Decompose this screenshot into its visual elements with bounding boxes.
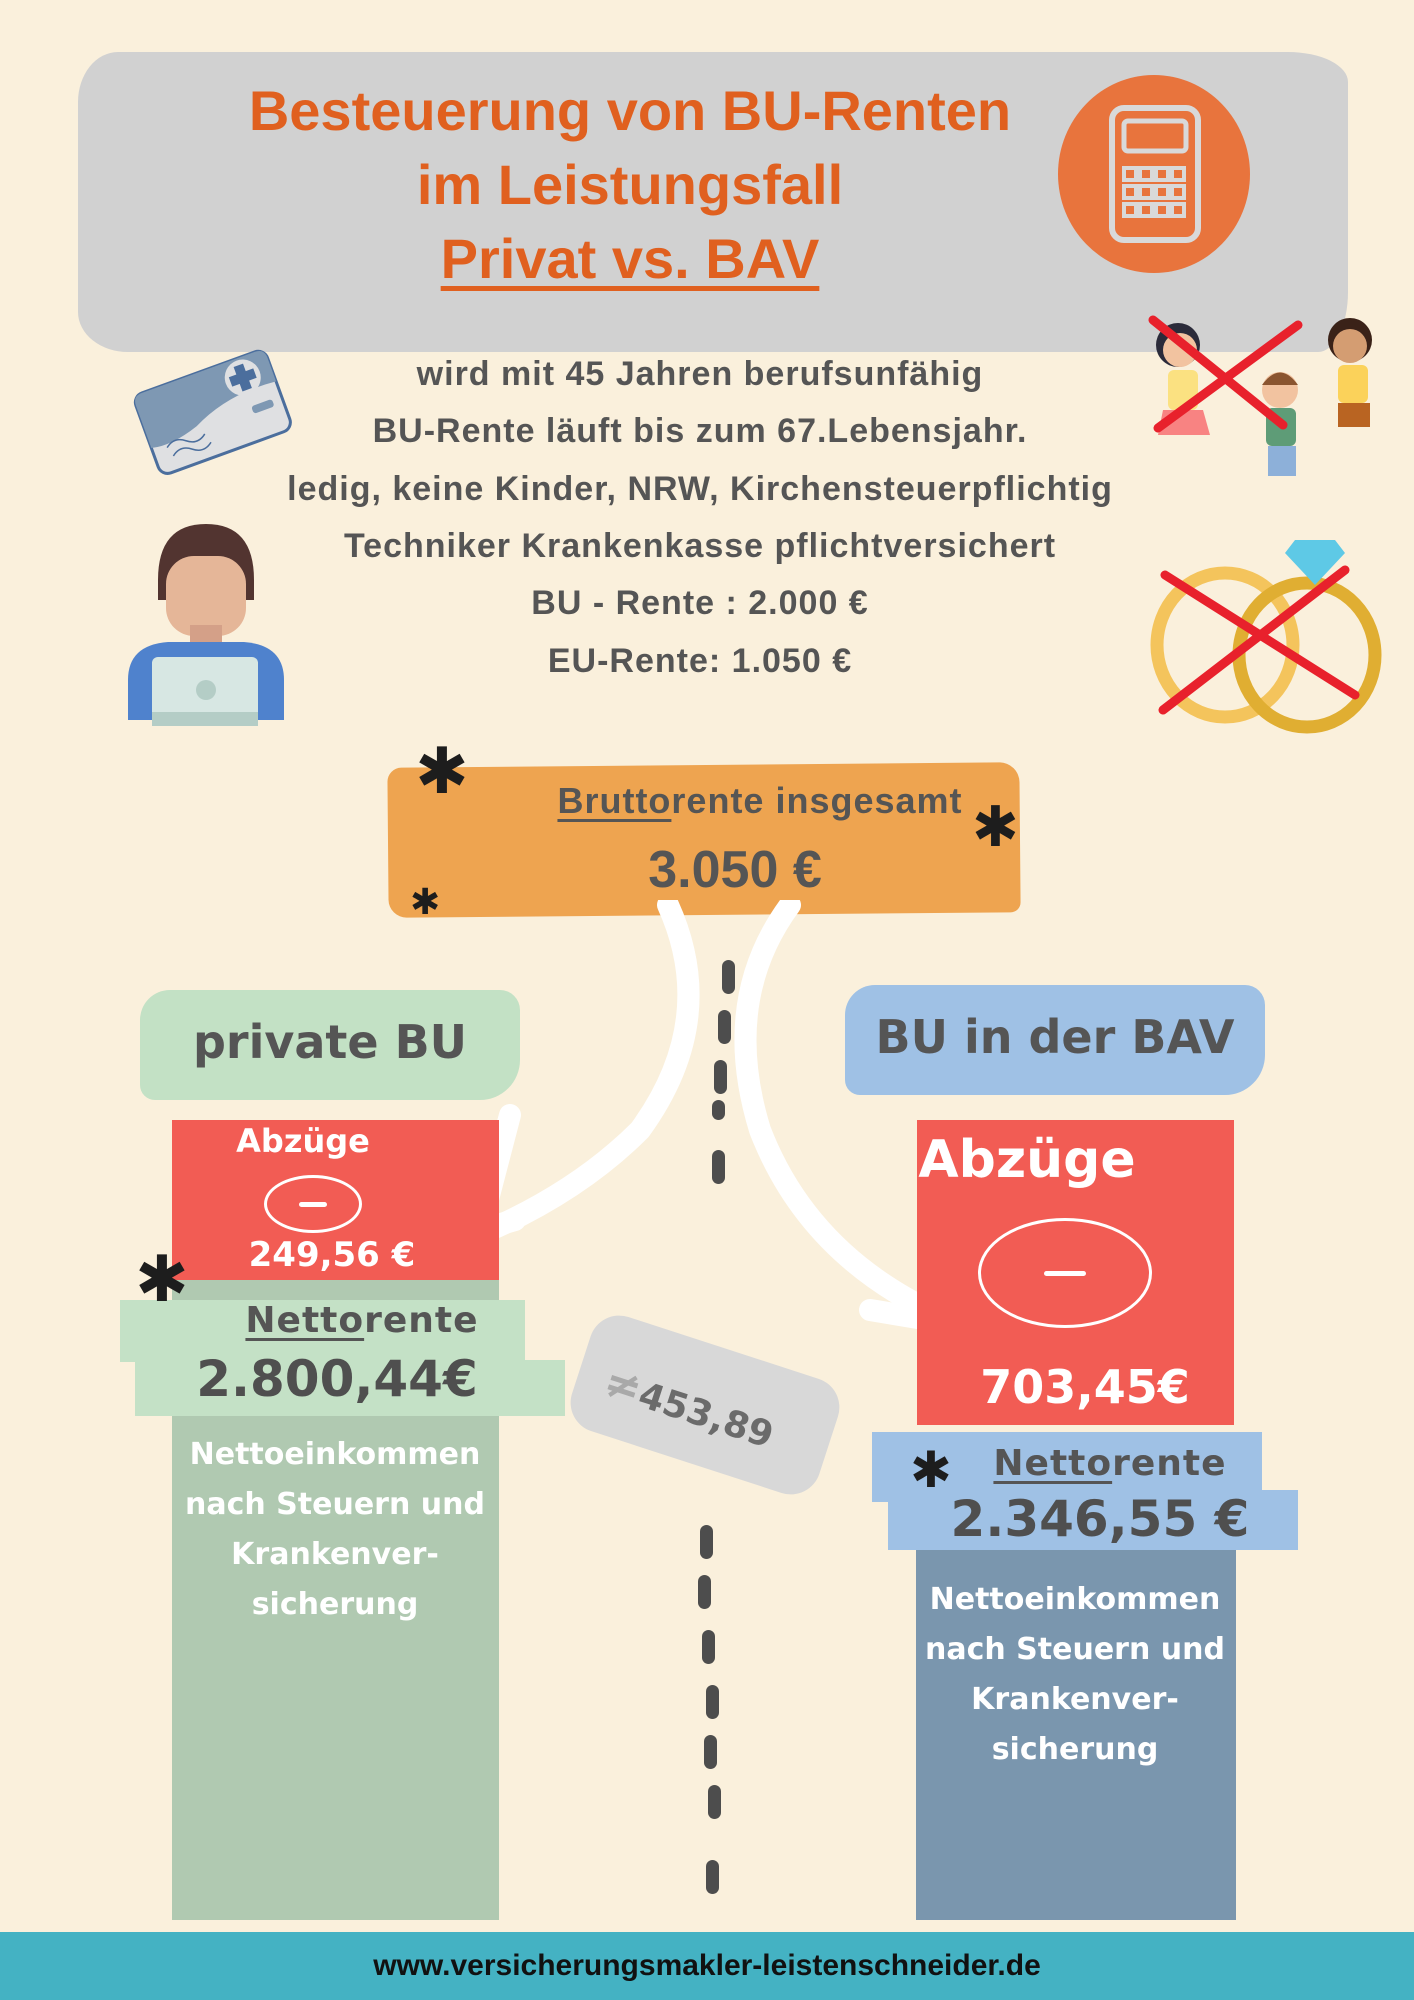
fact-duration: BU-Rente läuft bis zum 67.Lebensjahr. <box>372 412 1028 450</box>
bav-deductions-label: Abzüge <box>918 1130 1136 1190</box>
divider-dash <box>722 960 735 994</box>
not-equal-icon: ≠ <box>597 1355 649 1416</box>
fact-health-insurance: Techniker Krankenkasse pflichtversichert <box>343 527 1057 565</box>
divider-dash <box>706 1685 719 1719</box>
divider-dash <box>702 1630 715 1664</box>
private-heading: private BU <box>192 1015 468 1069</box>
bav-description: Nettoeinkommen nach Steuern und Krankenver- sicherung <box>925 1582 1225 1767</box>
divider-dash <box>706 1860 719 1894</box>
bav-netto-label: Nettorente <box>993 1443 1227 1484</box>
brutto-label-rest: rente insgesamt <box>671 780 963 821</box>
private-description: Nettoeinkommen nach Steuern und Krankenver- sicherung <box>185 1437 485 1622</box>
star-doodle-icon: ✱ <box>135 1243 189 1317</box>
footer-website-link[interactable]: www.versicherungsmakler-leistenschneider.de <box>373 1949 1041 1982</box>
fact-age: wird mit 45 Jahren berufsunfähig <box>416 355 984 393</box>
fact-bu-rente: BU - Rente : 2.000 € <box>531 584 869 622</box>
private-netto-label: Nettorente <box>245 1300 479 1341</box>
fact-eu-rente: EU-Rente: 1.050 € <box>547 642 853 680</box>
private-deductions-label: Abzüge <box>236 1122 370 1160</box>
brutto-value: 3.050 € <box>648 841 822 899</box>
page-title-line2: im Leistungsfall <box>416 153 844 216</box>
divider-dash <box>712 1150 725 1184</box>
star-doodle-icon: ✱ <box>415 735 469 809</box>
bav-deductions-value: 703,45€ <box>980 1360 1190 1414</box>
fact-status: ledig, keine Kinder, NRW, Kirchensteuerpflichtig <box>287 470 1113 508</box>
bav-heading: BU in der BAV <box>875 1010 1235 1064</box>
divider-dash <box>718 1010 731 1044</box>
star-doodle-icon: ✱ <box>410 882 441 923</box>
divider-dash <box>700 1525 713 1559</box>
page-title-line3: Privat vs. BAV <box>440 227 820 290</box>
brutto-label-underlined: Brutto <box>557 780 672 821</box>
divider-dash <box>704 1735 717 1769</box>
brutto-label <box>500 780 1020 822</box>
difference-value: ≠453,89 <box>597 1355 779 1457</box>
divider-dash <box>698 1575 711 1609</box>
minus-icon <box>978 1218 1152 1328</box>
divider-dash <box>712 1100 725 1120</box>
minus-icon <box>264 1175 362 1233</box>
calculator-icon <box>1058 75 1250 273</box>
star-doodle-icon: ✱ <box>972 795 1019 860</box>
private-netto-value: 2.800,44€ <box>196 1350 478 1408</box>
star-doodle-icon: ✱ <box>910 1441 952 1499</box>
divider-dash <box>708 1785 721 1819</box>
private-deductions-value: 249,56 € <box>248 1235 416 1275</box>
page-title-line1: Besteuerung von BU-Renten <box>248 79 1012 142</box>
divider-dash <box>714 1060 727 1094</box>
footer-bar <box>0 1932 1414 2000</box>
bav-netto-value: 2.346,55 € <box>950 1490 1250 1548</box>
